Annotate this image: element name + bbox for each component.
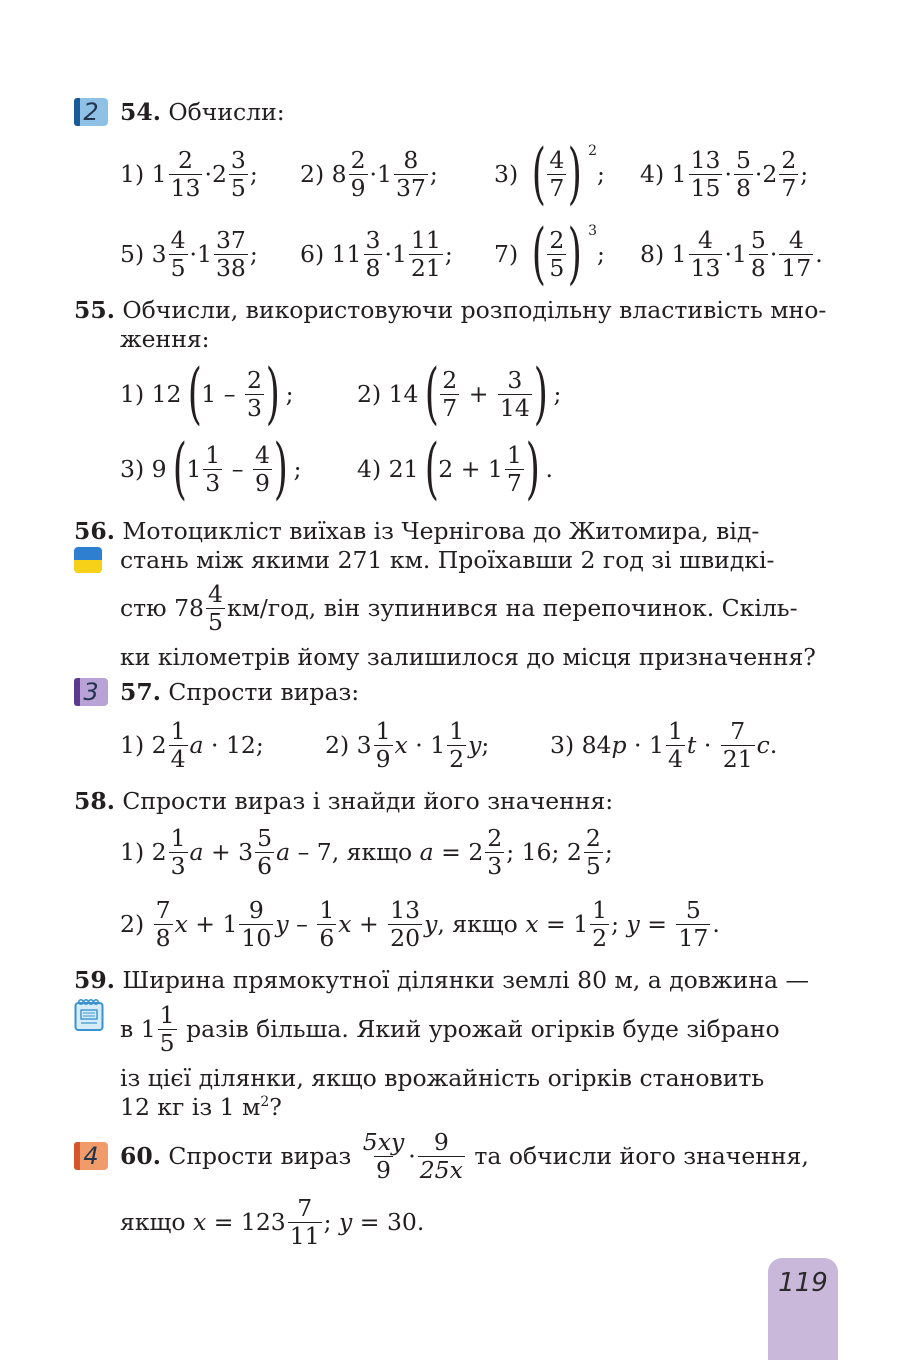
- item-label: 4): [640, 160, 665, 188]
- fraction: 4 5: [170, 226, 186, 282]
- fraction: 4 5: [208, 580, 223, 636]
- variable: x: [192, 1208, 207, 1236]
- punctuation: ;: [596, 240, 605, 268]
- task-text: Спрости вираз: [168, 1142, 359, 1170]
- term: 2: [438, 455, 454, 483]
- level-badge-4: [74, 1142, 108, 1170]
- operator: ·: [204, 160, 212, 188]
- operator: =: [538, 910, 574, 938]
- punctuation: ;: [323, 1208, 340, 1236]
- fraction: 4 7: [549, 146, 565, 202]
- operator: –: [231, 455, 244, 483]
- level-number: 4: [83, 1142, 99, 1170]
- fraction: 1 3: [205, 441, 221, 497]
- variable: y: [339, 1208, 353, 1236]
- task-54-item-2: [300, 142, 438, 206]
- variable: x: [338, 910, 352, 938]
- punctuation: ;: [800, 160, 809, 188]
- punctuation: ?: [269, 1092, 282, 1121]
- operator: –: [288, 910, 316, 938]
- operator: +: [187, 910, 223, 938]
- task-55-item-4: 4) 21 ( 2 + 1 1 7 ) .: [357, 430, 554, 507]
- punctuation: ;: [481, 731, 490, 759]
- fraction: 2 7: [442, 366, 458, 422]
- punctuation: ;: [553, 380, 562, 408]
- punctuation: .: [545, 455, 554, 483]
- fraction: 11 21: [410, 226, 441, 282]
- ukraine-flag-icon: [74, 547, 102, 573]
- coefficient: 21: [388, 455, 419, 483]
- operator: ·: [384, 240, 392, 268]
- item-label: 3): [120, 455, 145, 483]
- fraction: 5xy 9: [362, 1128, 405, 1184]
- operator: +: [351, 910, 387, 938]
- punctuation: ;: [604, 838, 613, 866]
- term: 1: [201, 380, 217, 408]
- task-58-heading: [74, 787, 614, 815]
- whole-part: 2: [151, 731, 167, 759]
- operator: = 123: [206, 1208, 286, 1236]
- variable: x: [525, 910, 539, 938]
- item-label: 8): [640, 240, 665, 268]
- operator: +: [468, 380, 489, 408]
- fraction: 2 3: [246, 366, 262, 422]
- punctuation: ;: [596, 160, 605, 188]
- fraction: 2 13: [170, 146, 201, 202]
- fraction: 3 8: [365, 226, 381, 282]
- task-60-text-line-1: [120, 1124, 809, 1188]
- coefficient: 14: [388, 380, 419, 408]
- whole-part: 1: [222, 910, 238, 938]
- fraction: 7 21: [722, 717, 753, 773]
- operator: =: [433, 838, 469, 866]
- task-59-text-line-4: [120, 1092, 282, 1121]
- task-text: якщо: [120, 1208, 193, 1236]
- operator: +: [460, 455, 481, 483]
- fraction: 5 8: [750, 226, 766, 282]
- task-text: та обчисли його значення,: [466, 1142, 809, 1170]
- task-text: разів більша. Який урожай огірків буде зібрано: [178, 1015, 780, 1043]
- task-number: 58.: [74, 787, 115, 815]
- whole-part: 3: [356, 731, 372, 759]
- page-number: 119: [778, 1268, 828, 1298]
- operator: ·: [724, 160, 732, 188]
- exponent: 2: [260, 1094, 270, 1110]
- task-54-heading: [120, 98, 285, 126]
- operator: ·: [724, 240, 732, 268]
- task-54-item-7: [494, 215, 605, 292]
- item-label: 3): [494, 160, 519, 188]
- variable: y: [275, 910, 289, 938]
- whole-part: 1: [197, 240, 212, 268]
- variable: y: [468, 731, 482, 759]
- punctuation: ;: [429, 160, 438, 188]
- fraction: 1 3: [170, 824, 186, 880]
- task-56-text-line-4: [120, 643, 816, 671]
- fraction: 7 8: [155, 896, 171, 952]
- task-57-item-1: [120, 713, 264, 777]
- task-text: стань між якими 271 км. Проїхавши 2 год зі швидкі-: [120, 546, 775, 574]
- item-label: 1): [120, 838, 145, 866]
- operator: +: [203, 838, 239, 866]
- fraction: 1 9: [375, 717, 391, 773]
- fraction: 4 17: [781, 226, 812, 282]
- task-number: 59.: [74, 966, 115, 994]
- task-54-item-4: [640, 142, 808, 206]
- task-number: 56.: [74, 517, 115, 545]
- notebook-icon: [74, 998, 104, 1032]
- item-label: 5): [120, 240, 145, 268]
- item-label: 1): [120, 380, 145, 408]
- task-54-item-8: [640, 222, 823, 286]
- whole-part: 2: [468, 838, 484, 866]
- task-text: Мотоцикліст виїхав із Чернігова до Житомира, від-: [122, 517, 760, 545]
- expression-tail: · 12;: [203, 731, 264, 759]
- variable: t: [686, 731, 697, 759]
- fraction: 1 4: [667, 717, 683, 773]
- task-text: в 1: [120, 1015, 156, 1043]
- task-title: Спрости вираз і знайди його значення:: [122, 787, 614, 815]
- operator: ·: [408, 1142, 416, 1170]
- whole-part: 1: [731, 240, 747, 268]
- task-54-item-3: [494, 135, 605, 212]
- fraction: 5 8: [735, 146, 751, 202]
- task-55-text-line-1: [74, 296, 827, 324]
- task-59-text-line-1: [74, 966, 809, 994]
- fraction: 5 6: [257, 824, 273, 880]
- fraction: 13 15: [690, 146, 721, 202]
- coefficient: 84: [581, 731, 612, 759]
- punctuation: ;: [249, 160, 258, 188]
- item-label: 3): [550, 731, 575, 759]
- fraction: $\frac{3}{14}$: [499, 366, 530, 422]
- punctuation: ;: [611, 910, 627, 938]
- task-text: Обчисли, використовуючи розподільну властивість мно-: [122, 296, 827, 324]
- item-label: 7): [494, 240, 519, 268]
- whole-part: 2: [211, 160, 227, 188]
- coefficient: 12: [151, 380, 182, 408]
- item-label: 2): [357, 380, 382, 408]
- task-text: км/год, він зупинився на перепочинок. Скіль-: [226, 594, 798, 622]
- punctuation: .: [712, 910, 720, 938]
- fraction: 4 9: [254, 441, 270, 497]
- fraction: 2 5: [549, 226, 565, 282]
- operator: ·: [369, 160, 377, 188]
- task-title: Обчисли:: [168, 98, 285, 126]
- task-57-item-2: [325, 713, 489, 777]
- whole-part: 2: [762, 160, 778, 188]
- whole-part: 1: [151, 160, 167, 188]
- task-58-item-1: [120, 820, 613, 884]
- item-label: 4): [357, 455, 382, 483]
- variable: x: [174, 910, 188, 938]
- fraction: 2 5: [585, 824, 601, 880]
- fraction: 9 25x: [419, 1128, 463, 1184]
- whole-part: 1: [487, 455, 503, 483]
- level-number: 2: [83, 98, 99, 126]
- task-55-item-3: 3) 9 ( 1 1 3 – 4 9 ) ;: [120, 430, 302, 507]
- item-label: 2): [120, 910, 145, 938]
- item-label: 1): [120, 731, 145, 759]
- fraction: 1 7: [506, 441, 522, 497]
- page-number-tab: [768, 1258, 838, 1360]
- fraction: 1 6: [319, 896, 335, 952]
- fraction: 3 5: [230, 146, 246, 202]
- whole-part: 1: [391, 240, 407, 268]
- value-list: ; 16;: [506, 838, 567, 866]
- fraction: 37 38: [215, 226, 246, 282]
- task-54-item-5: [120, 222, 258, 286]
- coefficient: 9: [151, 455, 167, 483]
- task-number: 54.: [120, 98, 161, 126]
- item-label: 6): [300, 240, 325, 268]
- whole-part: 1: [671, 160, 687, 188]
- fraction: 2 7: [781, 146, 797, 202]
- variable: p: [611, 731, 627, 759]
- whole-part: 2: [151, 838, 167, 866]
- task-59-text-line-2: [120, 997, 780, 1061]
- task-text: 12 кг із 1 м: [120, 1092, 261, 1121]
- fraction: 2 3: [487, 824, 503, 880]
- task-58-item-2: [120, 892, 720, 956]
- task-56-text-line-3: [120, 576, 798, 640]
- task-text: Ширина прямокутної ділянки землі 80 м, а довжина —: [122, 966, 809, 994]
- task-56-text-line-2: [120, 546, 775, 574]
- power-expression: ( 2 5 ) 3: [531, 215, 597, 292]
- task-text: ки кілометрів йому залишилося до місця призначення?: [120, 643, 816, 671]
- task-54-item-6: [300, 222, 453, 286]
- level-number: 3: [83, 678, 99, 706]
- task-55-item-2: 2) 14 ( 2 7 + $\frac{3}{14}$ ) ;: [357, 355, 562, 432]
- fraction: 7 11: [289, 1194, 320, 1250]
- whole-part: 8: [331, 160, 347, 188]
- task-55-item-1: 1) 12 ( 1 – 2 3 ) ;: [120, 355, 294, 432]
- operator: ·: [189, 240, 197, 268]
- expression-tail: , якщо: [437, 910, 526, 938]
- task-number: 60.: [120, 1142, 161, 1170]
- operator: =: [639, 910, 675, 938]
- task-54-item-1: [120, 142, 258, 206]
- variable: c: [756, 731, 770, 759]
- task-text: ження:: [120, 325, 210, 353]
- task-57-item-3: [550, 713, 777, 777]
- exponent: 2: [588, 143, 597, 159]
- whole-part: 3: [151, 240, 167, 268]
- punctuation: ;: [293, 455, 302, 483]
- variable: a: [419, 838, 434, 866]
- level-badge-3: [74, 678, 108, 706]
- task-60-text-line-2: [120, 1190, 424, 1254]
- whole-part: 1: [648, 731, 664, 759]
- fraction: 4 13: [690, 226, 721, 282]
- task-title: Спрости вираз:: [168, 678, 360, 706]
- punctuation: ;: [285, 380, 294, 408]
- item-label: 1): [120, 160, 145, 188]
- item-label: 2): [325, 731, 350, 759]
- whole-part: 1: [671, 240, 687, 268]
- item-label: 2): [300, 160, 325, 188]
- variable: x: [394, 731, 408, 759]
- task-55-text-line-2: [120, 325, 210, 353]
- fraction: $\frac{5}{17}$: [678, 896, 709, 952]
- operator: ·: [407, 731, 431, 759]
- whole-part: 3: [238, 838, 254, 866]
- task-56-text-line-1: [74, 517, 760, 545]
- punctuation: .: [815, 240, 823, 268]
- level-badge-2: [74, 98, 108, 126]
- punctuation: ;: [249, 240, 258, 268]
- operator: ·: [626, 731, 649, 759]
- fraction: 9 10: [241, 896, 272, 952]
- task-text: стю 78: [120, 594, 204, 622]
- expression-tail: – 7, якщо: [290, 838, 420, 866]
- whole-part: 11: [331, 240, 362, 268]
- task-text: із цієї ділянки, якщо врожайність огірків становить: [120, 1064, 765, 1092]
- whole-part: 1: [186, 455, 202, 483]
- operator: ·: [769, 240, 778, 268]
- fraction: 1 4: [170, 717, 186, 773]
- task-59-text-line-3: [120, 1064, 765, 1092]
- fraction: 1 2: [449, 717, 465, 773]
- variable: a: [189, 731, 204, 759]
- variable: y: [424, 910, 438, 938]
- whole-part: 1: [377, 160, 392, 188]
- task-number: 55.: [74, 296, 115, 324]
- variable: a: [276, 838, 291, 866]
- whole-part: 1: [573, 910, 589, 938]
- operator: ·: [696, 731, 719, 759]
- exponent: 3: [588, 223, 597, 239]
- operator: ·: [754, 160, 763, 188]
- whole-part: 1: [430, 731, 446, 759]
- fraction: 8 37: [395, 146, 426, 202]
- fraction: 1 2: [592, 896, 608, 952]
- task-57-heading: [120, 678, 360, 706]
- operator: –: [223, 380, 236, 408]
- punctuation: .: [769, 731, 778, 759]
- whole-part: 2: [566, 838, 582, 866]
- punctuation: ;: [444, 240, 453, 268]
- fraction: 2 9: [350, 146, 366, 202]
- fraction: 1 5: [159, 1001, 175, 1057]
- power-expression: ( 4 7 ) 2: [531, 135, 597, 212]
- fraction: $\frac{13}{20}$: [390, 896, 421, 952]
- variable: a: [189, 838, 204, 866]
- operator: = 30.: [352, 1208, 425, 1236]
- task-number: 57.: [120, 678, 161, 706]
- variable: y: [626, 910, 640, 938]
